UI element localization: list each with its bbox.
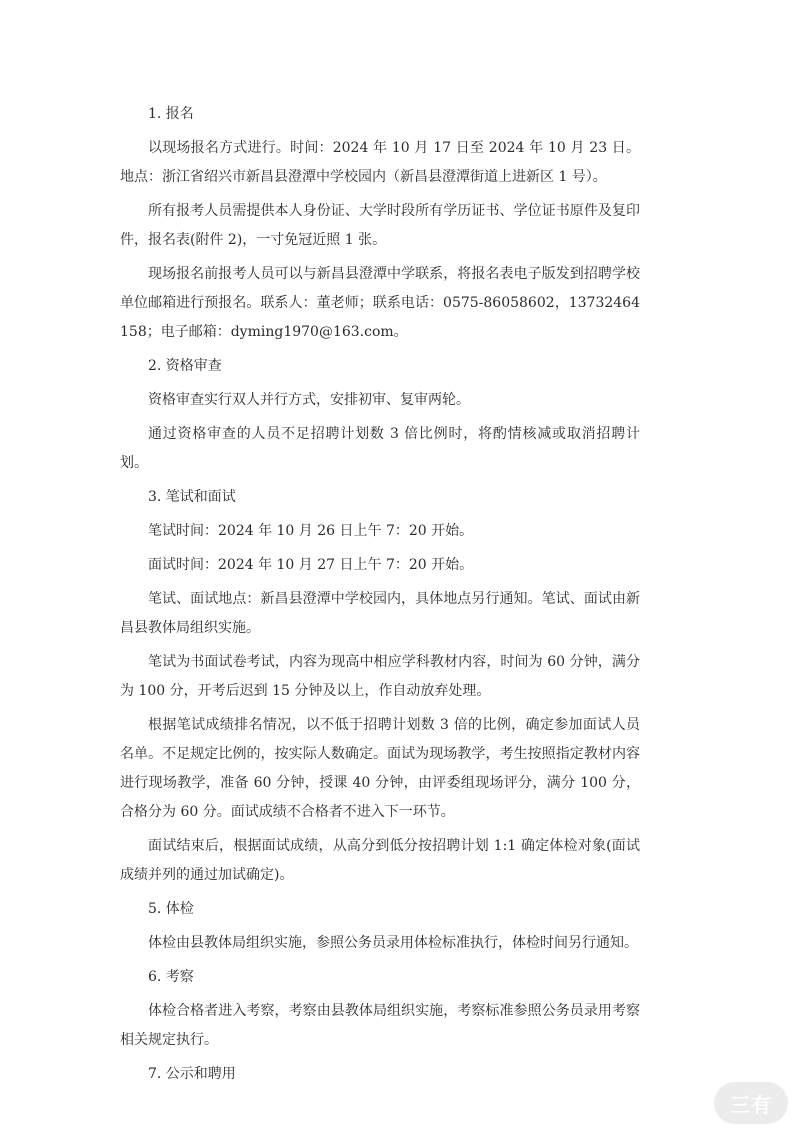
watermark-logo [714, 1082, 788, 1124]
paragraph: 所有报考人员需提供本人身份证、大学时段所有学历证书、学位证书原件及复印件，报名表(附件 2)，一寸免冠近照 1 张。 [120, 203, 640, 248]
paragraph: 体检合格者进入考察，考察由县教体局组织实施，考察标准参照公务员录用考察相关规定执行。 [120, 1003, 640, 1048]
paragraph: 面试时间：2024 年 10 月 27 日上午 7：20 开始。 [148, 557, 474, 573]
paragraph: 现场报名前报考人员可以与新昌县澄潭中学联系，将报名表电子版发到招聘学校单位邮箱进行预报名。联系人：董老师；联系电话：0575-86058602，13732464158；电子邮箱：dyming1970@163.com。 [120, 266, 640, 340]
section-heading: 6. 考察 [148, 969, 194, 985]
paragraph: 通过资格审查的人员不足招聘计划数 3 倍比例时，将酌情核减或取消招聘计划。 [120, 426, 640, 471]
paragraph: 笔试、面试地点：新昌县澄潭中学校园内，具体地点另行通知。笔试、面试由新昌县教体局组织实施。 [120, 591, 640, 636]
document-body [120, 100, 640, 1094]
section-heading: 2. 资格审查 [148, 358, 222, 374]
paragraph: 以现场报名方式进行。时间：2024 年 10 月 17 日至 2024 年 10 月 23 日。地点：浙江省绍兴市新昌县澄潭中学校园内（新昌县澄潭街道上进新区 1 号）。 [120, 140, 640, 185]
section-heading: 7. 公示和聘用 [148, 1066, 236, 1082]
paragraph: 体检由县教体局组织实施，参照公务员录用体检标准执行，体检时间另行通知。 [148, 935, 638, 951]
paragraph: 笔试时间：2024 年 10 月 26 日上午 7：20 开始。 [148, 523, 474, 539]
paragraph: 面试结束后，根据面试成绩，从高分到低分按招聘计划 1:1 确定体检对象(面试成绩并列的通过加试确定)。 [120, 838, 640, 883]
paragraph: 根据笔试成绩排名情况，以不低于招聘计划数 3 倍的比例，确定参加面试人员名单。不足规定比例的，按实际人数确定。面试为现场教学，考生按照指定教材内容进行现场教学，准备 60 分钟，授课 40 分钟，由评委组现场评分，满分 100 分，合格分为 60 分。面试成绩不合格者不进入下一环节。 [120, 717, 640, 820]
section-heading: 3. 笔试和面试 [148, 489, 236, 505]
paragraph: 资格审查实行双人并行方式，安排初审、复审两轮。 [148, 392, 470, 408]
section-heading: 1. 报名 [148, 106, 194, 122]
watermark-text: 三有 [730, 1092, 772, 1117]
section-heading: 5. 体检 [148, 901, 194, 917]
paragraph: 笔试为书面试卷考试，内容为现高中相应学科教材内容，时间为 60 分钟，满分为 100 分，开考后迟到 15 分钟及以上，作自动放弃处理。 [120, 654, 640, 699]
